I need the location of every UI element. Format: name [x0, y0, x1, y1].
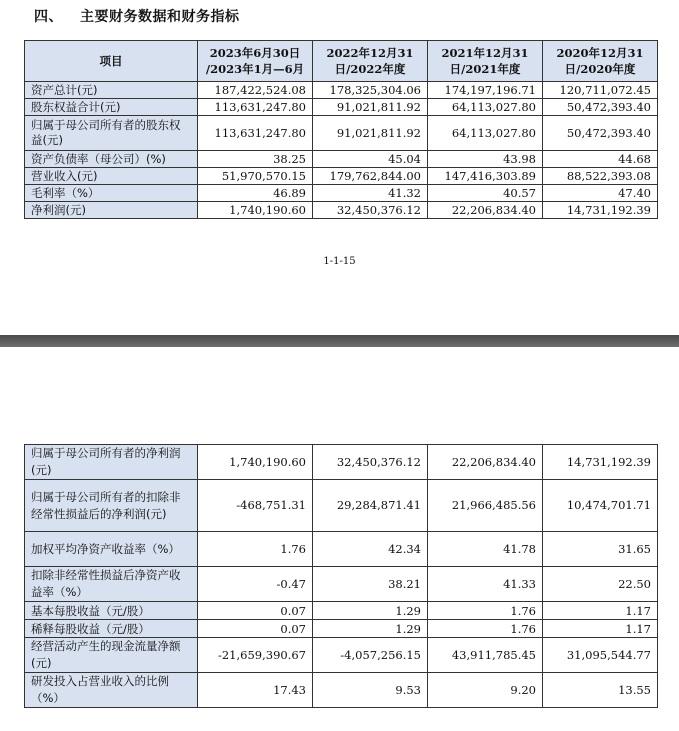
cell-value: -0.47 — [198, 567, 313, 602]
financial-table-bottom — [24, 444, 658, 708]
cell-value: 43,911,785.45 — [428, 638, 543, 673]
cell-value: 32,450,376.12 — [313, 202, 428, 219]
cell-value: 13.55 — [543, 673, 658, 708]
cell-value: 88,522,393.08 — [543, 168, 658, 185]
table-row — [25, 673, 658, 708]
page-break-divider — [0, 335, 679, 347]
cell-value: 41.32 — [313, 185, 428, 202]
cell-value: 32,450,376.12 — [313, 445, 428, 480]
header-col-2021: 2021年12月31 日/2021年度 — [428, 41, 543, 82]
row-label: 经营活动产生的现金流量净额(元) — [25, 638, 198, 673]
cell-value: 14,731,192.39 — [543, 445, 658, 480]
row-label: 归属于母公司所有者的净利润(元) — [25, 445, 198, 480]
table-row — [25, 99, 658, 116]
table-row — [25, 620, 658, 638]
section-number: 四、 — [34, 9, 63, 25]
cell-value: 31,095,544.77 — [543, 638, 658, 673]
section-title: 主要财务数据和财务指标 — [80, 9, 240, 25]
cell-value: 22,206,834.40 — [428, 445, 543, 480]
cell-value: 0.07 — [198, 620, 313, 638]
header-item: 项目 — [25, 41, 198, 82]
table-row — [25, 202, 658, 219]
cell-value: -4,057,256.15 — [313, 638, 428, 673]
cell-value: 1.17 — [543, 620, 658, 638]
table-row — [25, 532, 658, 567]
cell-value: 91,021,811.92 — [313, 116, 428, 151]
cell-value: 40.57 — [428, 185, 543, 202]
cell-value: 14,731,192.39 — [543, 202, 658, 219]
row-label: 资产总计(元) — [25, 82, 198, 99]
table-row — [25, 480, 658, 532]
cell-value: 45.04 — [313, 151, 428, 168]
cell-value: 1,740,190.60 — [198, 445, 313, 480]
header-col-2020: 2020年12月31 日/2020年度 — [543, 41, 658, 82]
cell-value: -468,751.31 — [198, 480, 313, 532]
cell-value: 44.68 — [543, 151, 658, 168]
table-row — [25, 82, 658, 99]
table-row — [25, 638, 658, 673]
cell-value: 50,472,393.40 — [543, 99, 658, 116]
row-label: 资产负债率（母公司）(%) — [25, 151, 198, 168]
row-label: 归属于母公司所有者的扣除非经常性损益后的净利润(元) — [25, 480, 198, 532]
cell-value: 42.34 — [313, 532, 428, 567]
table-row — [25, 151, 658, 168]
cell-value: 22.50 — [543, 567, 658, 602]
section-heading — [34, 6, 240, 26]
cell-value: 64,113,027.80 — [428, 116, 543, 151]
cell-value: 147,416,303.89 — [428, 168, 543, 185]
cell-value: 113,631,247.80 — [198, 116, 313, 151]
cell-value: 47.40 — [543, 185, 658, 202]
cell-value: 38.21 — [313, 567, 428, 602]
cell-value: 64,113,027.80 — [428, 99, 543, 116]
cell-value: 187,422,524.08 — [198, 82, 313, 99]
cell-value: 179,762,844.00 — [313, 168, 428, 185]
row-label: 毛利率（%） — [25, 185, 198, 202]
cell-value: 113,631,247.80 — [198, 99, 313, 116]
cell-value: 1.17 — [543, 602, 658, 620]
table-row — [25, 168, 658, 185]
cell-value: 29,284,871.41 — [313, 480, 428, 532]
row-label: 加权平均净资产收益率（%） — [25, 532, 198, 567]
cell-value: 51,970,570.15 — [198, 168, 313, 185]
table-header-row — [25, 41, 658, 82]
cell-value: 22,206,834.40 — [428, 202, 543, 219]
header-col-2023h1: 2023年6月30日 /2023年1月—6月 — [198, 41, 313, 82]
cell-value: 174,197,196.71 — [428, 82, 543, 99]
cell-value: 178,325,304.06 — [313, 82, 428, 99]
row-label: 营业收入(元) — [25, 168, 198, 185]
cell-value: 1.29 — [313, 620, 428, 638]
table-row — [25, 185, 658, 202]
row-label: 股东权益合计(元) — [25, 99, 198, 116]
cell-value: 9.53 — [313, 673, 428, 708]
cell-value: 0.07 — [198, 602, 313, 620]
cell-value: 41.33 — [428, 567, 543, 602]
cell-value: 17.43 — [198, 673, 313, 708]
cell-value: 1.76 — [428, 602, 543, 620]
cell-value: 41.78 — [428, 532, 543, 567]
table-row — [25, 602, 658, 620]
cell-value: 9.20 — [428, 673, 543, 708]
cell-value: 38.25 — [198, 151, 313, 168]
cell-value: 10,474,701.71 — [543, 480, 658, 532]
cell-value: -21,659,390.67 — [198, 638, 313, 673]
cell-value: 43.98 — [428, 151, 543, 168]
cell-value: 120,711,072.45 — [543, 82, 658, 99]
row-label: 净利润(元) — [25, 202, 198, 219]
cell-value: 31.65 — [543, 532, 658, 567]
cell-value: 21,966,485.56 — [428, 480, 543, 532]
cell-value: 1.76 — [428, 620, 543, 638]
cell-value: 1,740,190.60 — [198, 202, 313, 219]
table-row — [25, 445, 658, 480]
row-label: 基本每股收益（元/股） — [25, 602, 198, 620]
cell-value: 91,021,811.92 — [313, 99, 428, 116]
page-number: 1-1-15 — [323, 256, 356, 267]
row-label: 研发投入占营业收入的比例（%） — [25, 673, 198, 708]
header-col-2022: 2022年12月31 日/2022年度 — [313, 41, 428, 82]
cell-value: 50,472,393.40 — [543, 116, 658, 151]
financial-table-top — [24, 40, 658, 219]
row-label: 稀释每股收益（元/股） — [25, 620, 198, 638]
row-label: 归属于母公司所有者的股东权益(元) — [25, 116, 198, 151]
cell-value: 46.89 — [198, 185, 313, 202]
cell-value: 1.76 — [198, 532, 313, 567]
table-row — [25, 116, 658, 151]
row-label: 扣除非经常性损益后净资产收益率（%） — [25, 567, 198, 602]
cell-value: 1.29 — [313, 602, 428, 620]
table-row — [25, 567, 658, 602]
